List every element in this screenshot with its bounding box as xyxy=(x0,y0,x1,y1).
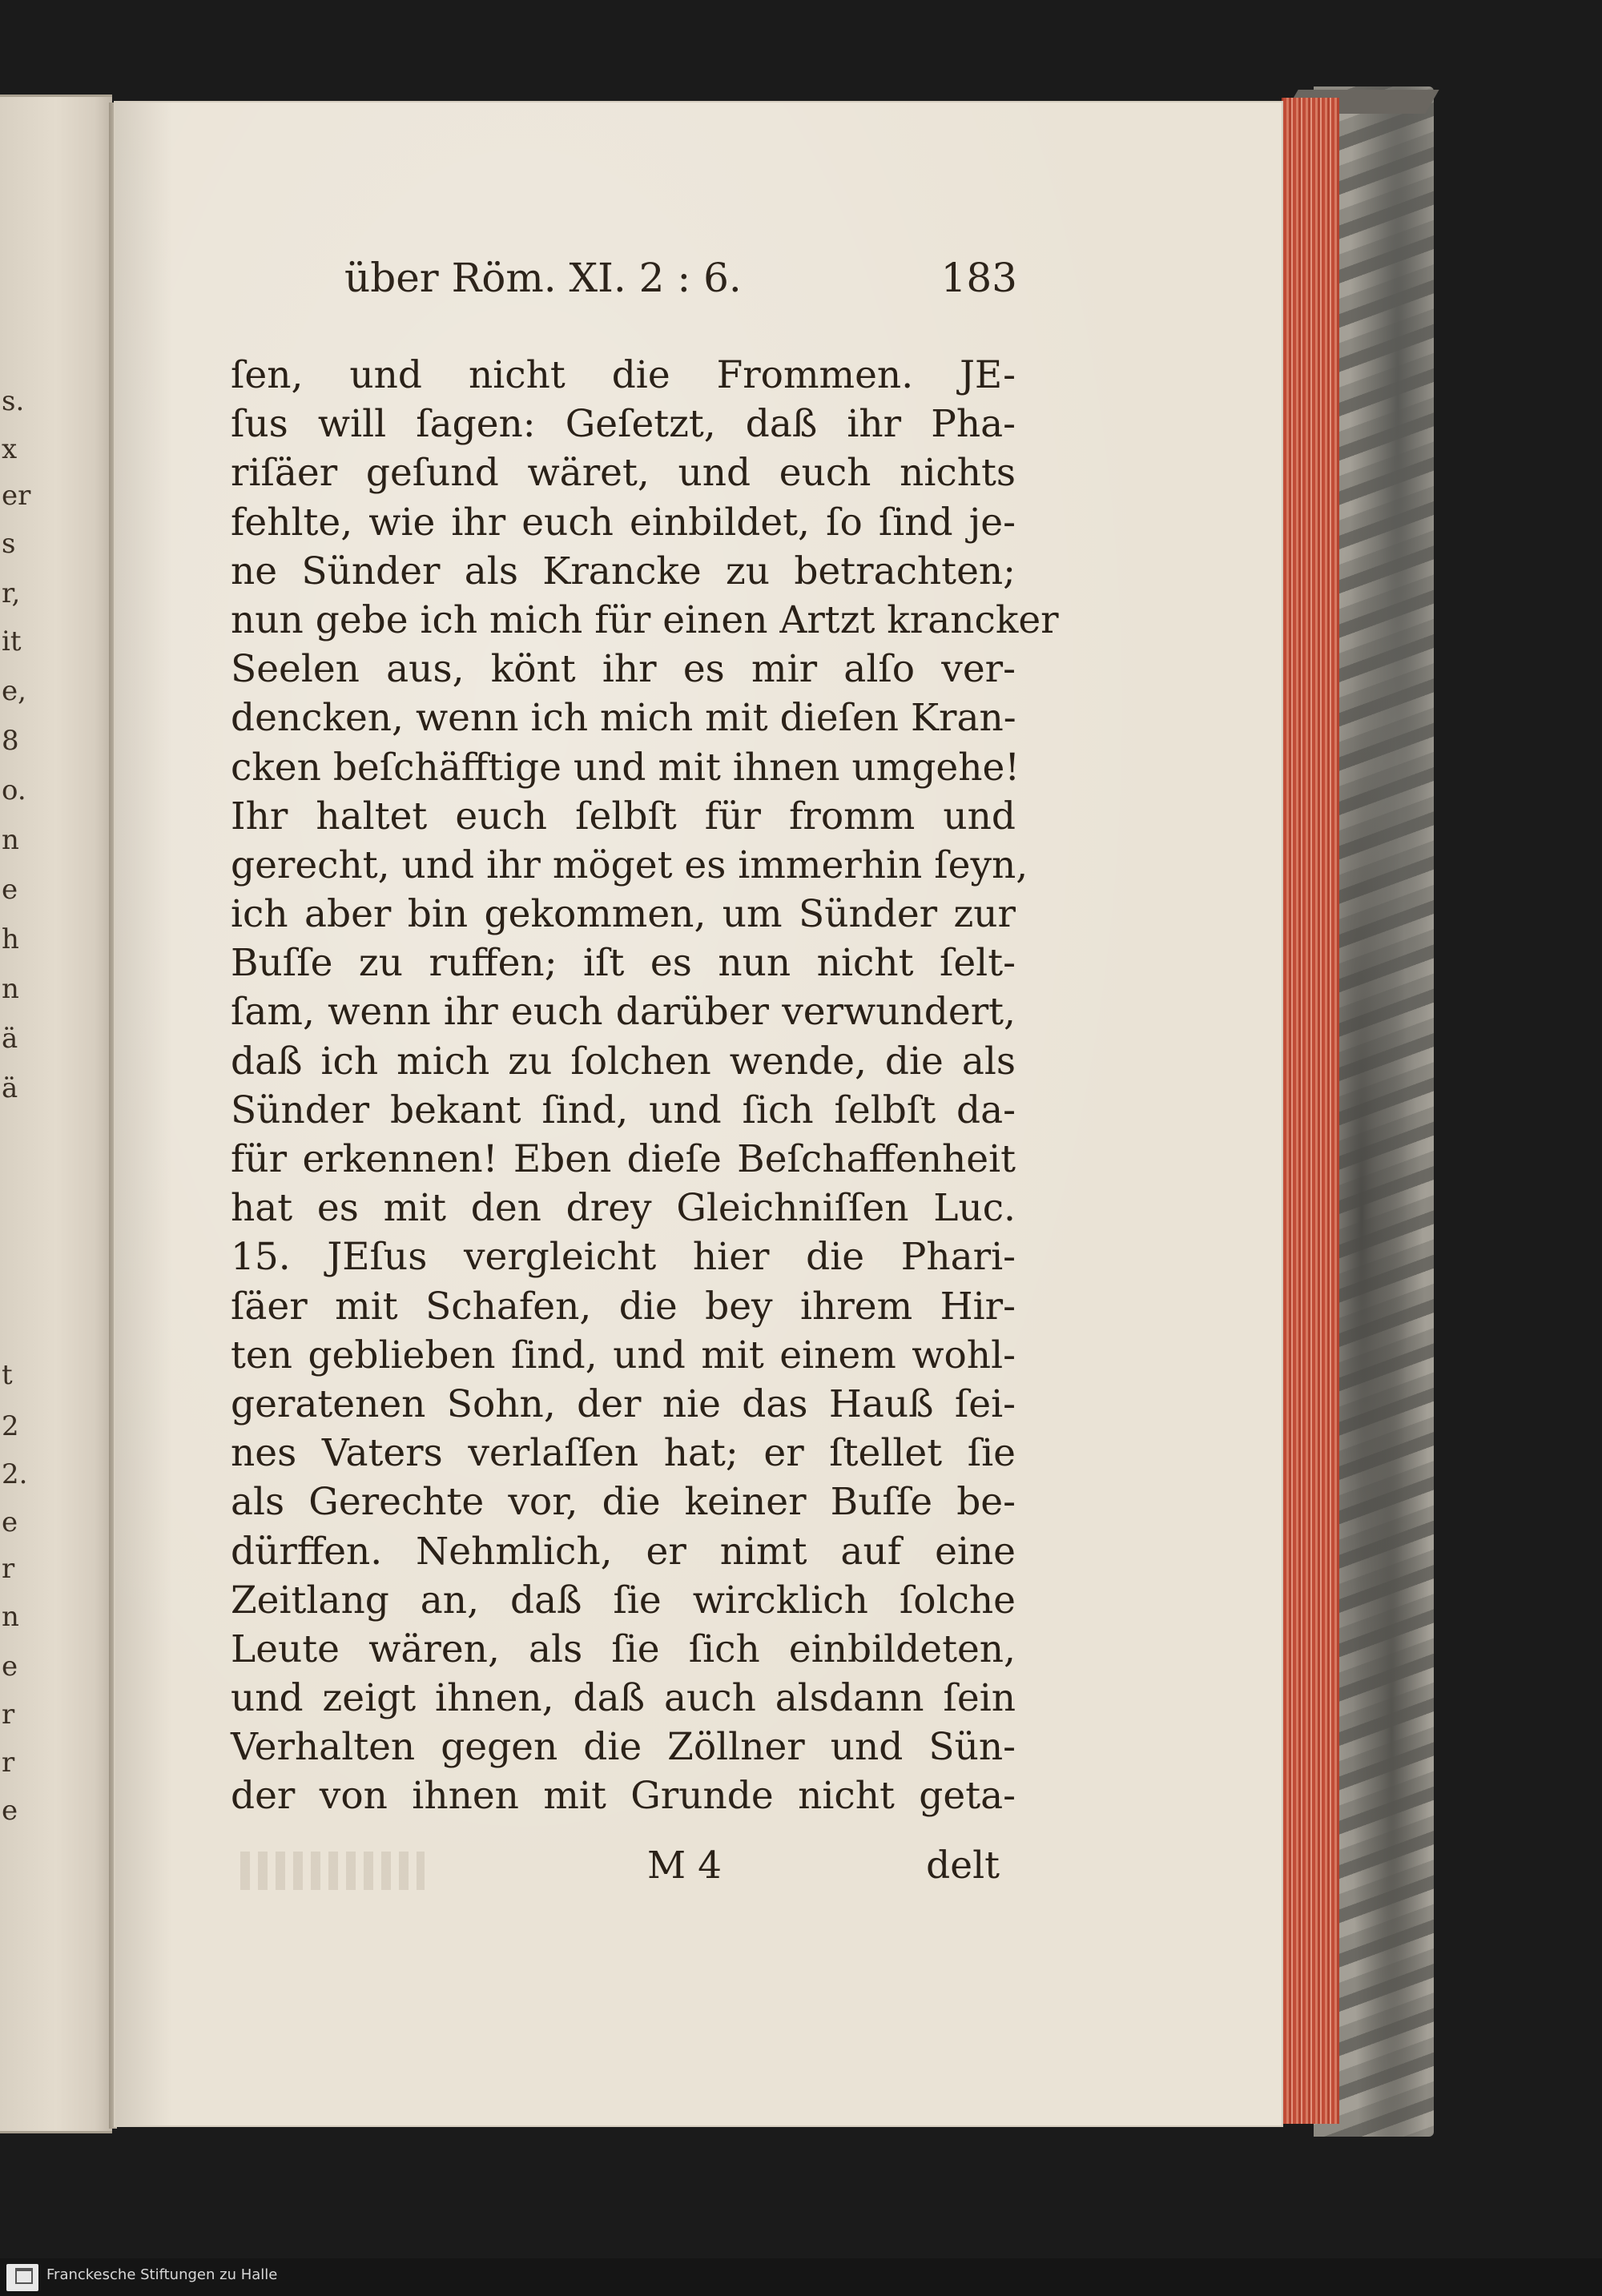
catchword: delt xyxy=(926,1844,1000,1888)
facing-page-fragment: n xyxy=(2,1601,19,1633)
text-line: Seelen aus, könt ihr es mir alſo ver- xyxy=(231,647,1016,692)
facing-page-fragment: e, xyxy=(2,675,26,707)
text-line: ſäer mit Schafen, die bey ihrem Hir- xyxy=(231,1284,1016,1329)
page-footer xyxy=(231,1844,1000,1893)
text-line: cken beſchäfftige und mit ihnen umgehe! xyxy=(231,745,1020,790)
facing-page-fragment: s. xyxy=(2,385,25,417)
text-line: der von ihnen mit Grunde nicht geta- xyxy=(231,1774,1016,1819)
running-title: über Röm. XI. 2 : 6. xyxy=(344,255,742,301)
facing-page-fragment: 8 xyxy=(2,725,19,757)
page-number: 183 xyxy=(940,255,1017,301)
text-line: fehlte, wie ihr euch einbildet, ſo ſind je- xyxy=(231,500,1016,545)
facing-page-fragment: e xyxy=(2,874,18,906)
red-page-edges xyxy=(1282,98,1339,2124)
building-icon xyxy=(15,2268,33,2284)
text-line: gerecht, und ihr möget es immerhin ſeyn, xyxy=(231,842,1028,887)
text-line: ich aber bin gekommen, um Sünder zur xyxy=(231,892,1016,937)
facing-page-fragment: n xyxy=(2,824,19,856)
facing-page-fragment: ä xyxy=(2,1023,18,1055)
text-line: und zeigt ihnen, daß auch alsdann ſein xyxy=(231,1676,1016,1721)
signature-mark: M 4 xyxy=(647,1844,722,1888)
text-line: dencken, wenn ich mich mit dieſen Kran- xyxy=(231,696,1016,741)
facing-page-fragment: o. xyxy=(2,774,26,806)
facing-page-fragment: n xyxy=(2,973,19,1005)
text-line: riſäer geſund wäret, und euch nichts xyxy=(231,451,1016,496)
facing-page-fragment: r xyxy=(2,1553,15,1585)
facing-page-fragment: r xyxy=(2,1747,15,1779)
text-line: 15. JEſus vergleicht hier die Phari- xyxy=(231,1235,1016,1280)
facing-page-fragment: e xyxy=(2,1506,18,1538)
facing-page-fragment: it xyxy=(2,625,22,657)
facing-page-fragment: t xyxy=(2,1359,13,1391)
facing-page-edge xyxy=(0,94,112,2133)
text-line: daß ich mich zu ſolchen wende, die als xyxy=(231,1039,1016,1084)
text-line: Sünder bekant ſind, und ſich ſelbſt da- xyxy=(231,1088,1016,1132)
facing-page-fragment: 2. xyxy=(2,1458,28,1490)
institution-logo-icon xyxy=(6,2264,38,2291)
text-line: nes Vaters verlaſſen hat; er ſtellet ſie xyxy=(231,1431,1016,1476)
facing-page-fragment: h xyxy=(2,923,19,955)
text-line: als Gerechte vor, die keiner Buſſe be- xyxy=(231,1480,1016,1525)
facing-page-fragment: r, xyxy=(2,577,21,609)
text-line: Leute wären, als ſie ſich einbildeten, xyxy=(231,1627,1016,1671)
text-line: ten geblieben ſind, und mit einem wohl- xyxy=(231,1333,1016,1377)
text-line: ne Sünder als Krancke zu betrachten; xyxy=(231,549,1016,593)
text-line: dürffen. Nehmlich, er nimt auf eine xyxy=(231,1529,1016,1574)
text-line: ſus will ſagen: Geſetzt, daß ihr Pha- xyxy=(231,402,1016,447)
text-line: ſam, wenn ihr euch darüber verwundert, xyxy=(231,990,1016,1035)
facing-page-fragment: e xyxy=(2,1795,18,1827)
text-line: Buſſe zu ruffen; iſt es nun nicht ſelt- xyxy=(231,941,1016,986)
text-line: für erkennen! Eben dieſe Beſchaffenheit xyxy=(231,1137,1016,1181)
body-text xyxy=(231,351,1059,1821)
facing-page-fragment: r xyxy=(2,1699,15,1731)
facing-page-fragment: e xyxy=(2,1651,18,1683)
attribution-text: Franckesche Stiftungen zu Halle xyxy=(46,2266,278,2283)
text-line: Ihr haltet euch ſelbſt für fromm und xyxy=(231,794,1016,838)
text-line: hat es mit den drey Gleichniſſen Luc. xyxy=(231,1186,1016,1231)
facing-page-fragment: er xyxy=(2,480,31,512)
text-line: Verhalten gegen die Zöllner und Sün- xyxy=(231,1725,1016,1770)
attribution-bar xyxy=(0,2258,1602,2296)
text-line: ſen, und nicht die Frommen. JE- xyxy=(231,353,1016,397)
facing-page-fragment: x xyxy=(2,433,18,465)
facing-page-fragment: ä xyxy=(2,1072,18,1104)
text-line: geratenen Sohn, der nie das Hauß ſei- xyxy=(231,1381,1016,1426)
text-line: Zeitlang an, daß ſie wircklich ſolche xyxy=(231,1578,1016,1622)
facing-page-fragment: s xyxy=(2,528,16,560)
text-line: nun gebe ich mich für einen Artzt krancker xyxy=(231,597,1059,642)
running-head xyxy=(344,255,1017,311)
facing-page-fragment: 2 xyxy=(2,1410,19,1442)
